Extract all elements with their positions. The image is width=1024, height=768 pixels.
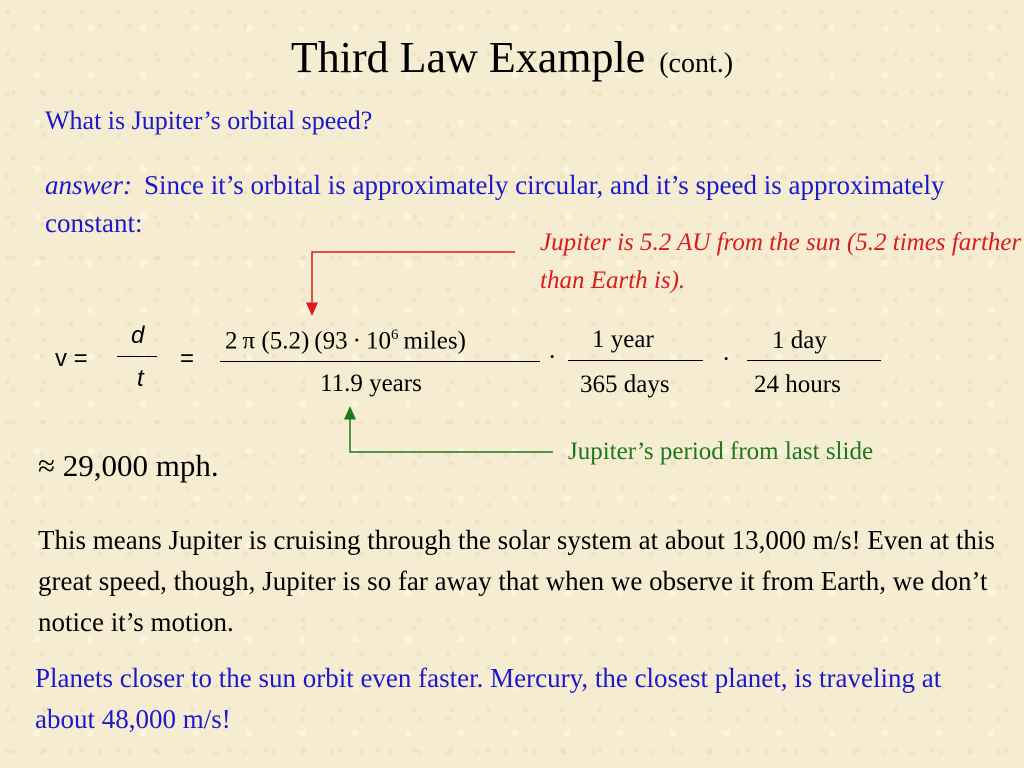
distance-note: Jupiter is 5.2 AU from the sun (5.2 times farther than Earth is). [540, 229, 1022, 294]
year-denominator: 365 days [580, 371, 670, 398]
main-fraction-bar [220, 361, 540, 362]
dot-2: · [722, 346, 731, 373]
numerator-tail: miles) [398, 327, 466, 355]
main-denominator: 11.9 years [320, 370, 422, 397]
day-denominator: 24 hours [754, 371, 841, 398]
day-numerator: 1 day [772, 327, 827, 354]
fraction-t: t [137, 365, 144, 392]
main-numerator [225, 327, 466, 355]
numerator-exponent: 6 [390, 327, 399, 343]
numerator-main: 2 π (5.2) (93 · 10 [225, 327, 391, 355]
fraction-bar-d-t [117, 356, 157, 357]
year-fraction-bar [568, 360, 703, 361]
answer-text: Since it’s orbital is approximately circular, and it’s speed is approximately constant: [45, 170, 945, 238]
equals-sign: = [180, 345, 195, 372]
velocity-lhs: v = [55, 345, 88, 372]
dot-1: · [548, 344, 557, 371]
period-note: Jupiter’s period from last slide [568, 438, 874, 465]
answer-label: answer: [45, 170, 132, 200]
fraction-d: d [131, 322, 145, 349]
result-text: ≈ 29,000 mph. [38, 448, 219, 483]
title-sub: (cont.) [659, 48, 734, 79]
mercury-paragraph: Planets closer to the sun orbit even faster. Mercury, the closest planet, is traveling at about 48,000 m/s! [35, 663, 942, 734]
red-arrow [312, 252, 515, 310]
green-arrow [350, 412, 553, 452]
title-main: Third Law Example [290, 33, 646, 82]
day-fraction-bar [747, 360, 881, 361]
question-text: What is Jupiter’s orbital speed? [45, 106, 373, 135]
year-numerator: 1 year [592, 326, 654, 353]
cruising-paragraph: This means Jupiter is cruising through the solar system at about 13,000 m/s! Even at this great speed, though, Jupiter is so far away that when we observe it from Earth, we don’t notice it’s motion. [38, 525, 995, 637]
